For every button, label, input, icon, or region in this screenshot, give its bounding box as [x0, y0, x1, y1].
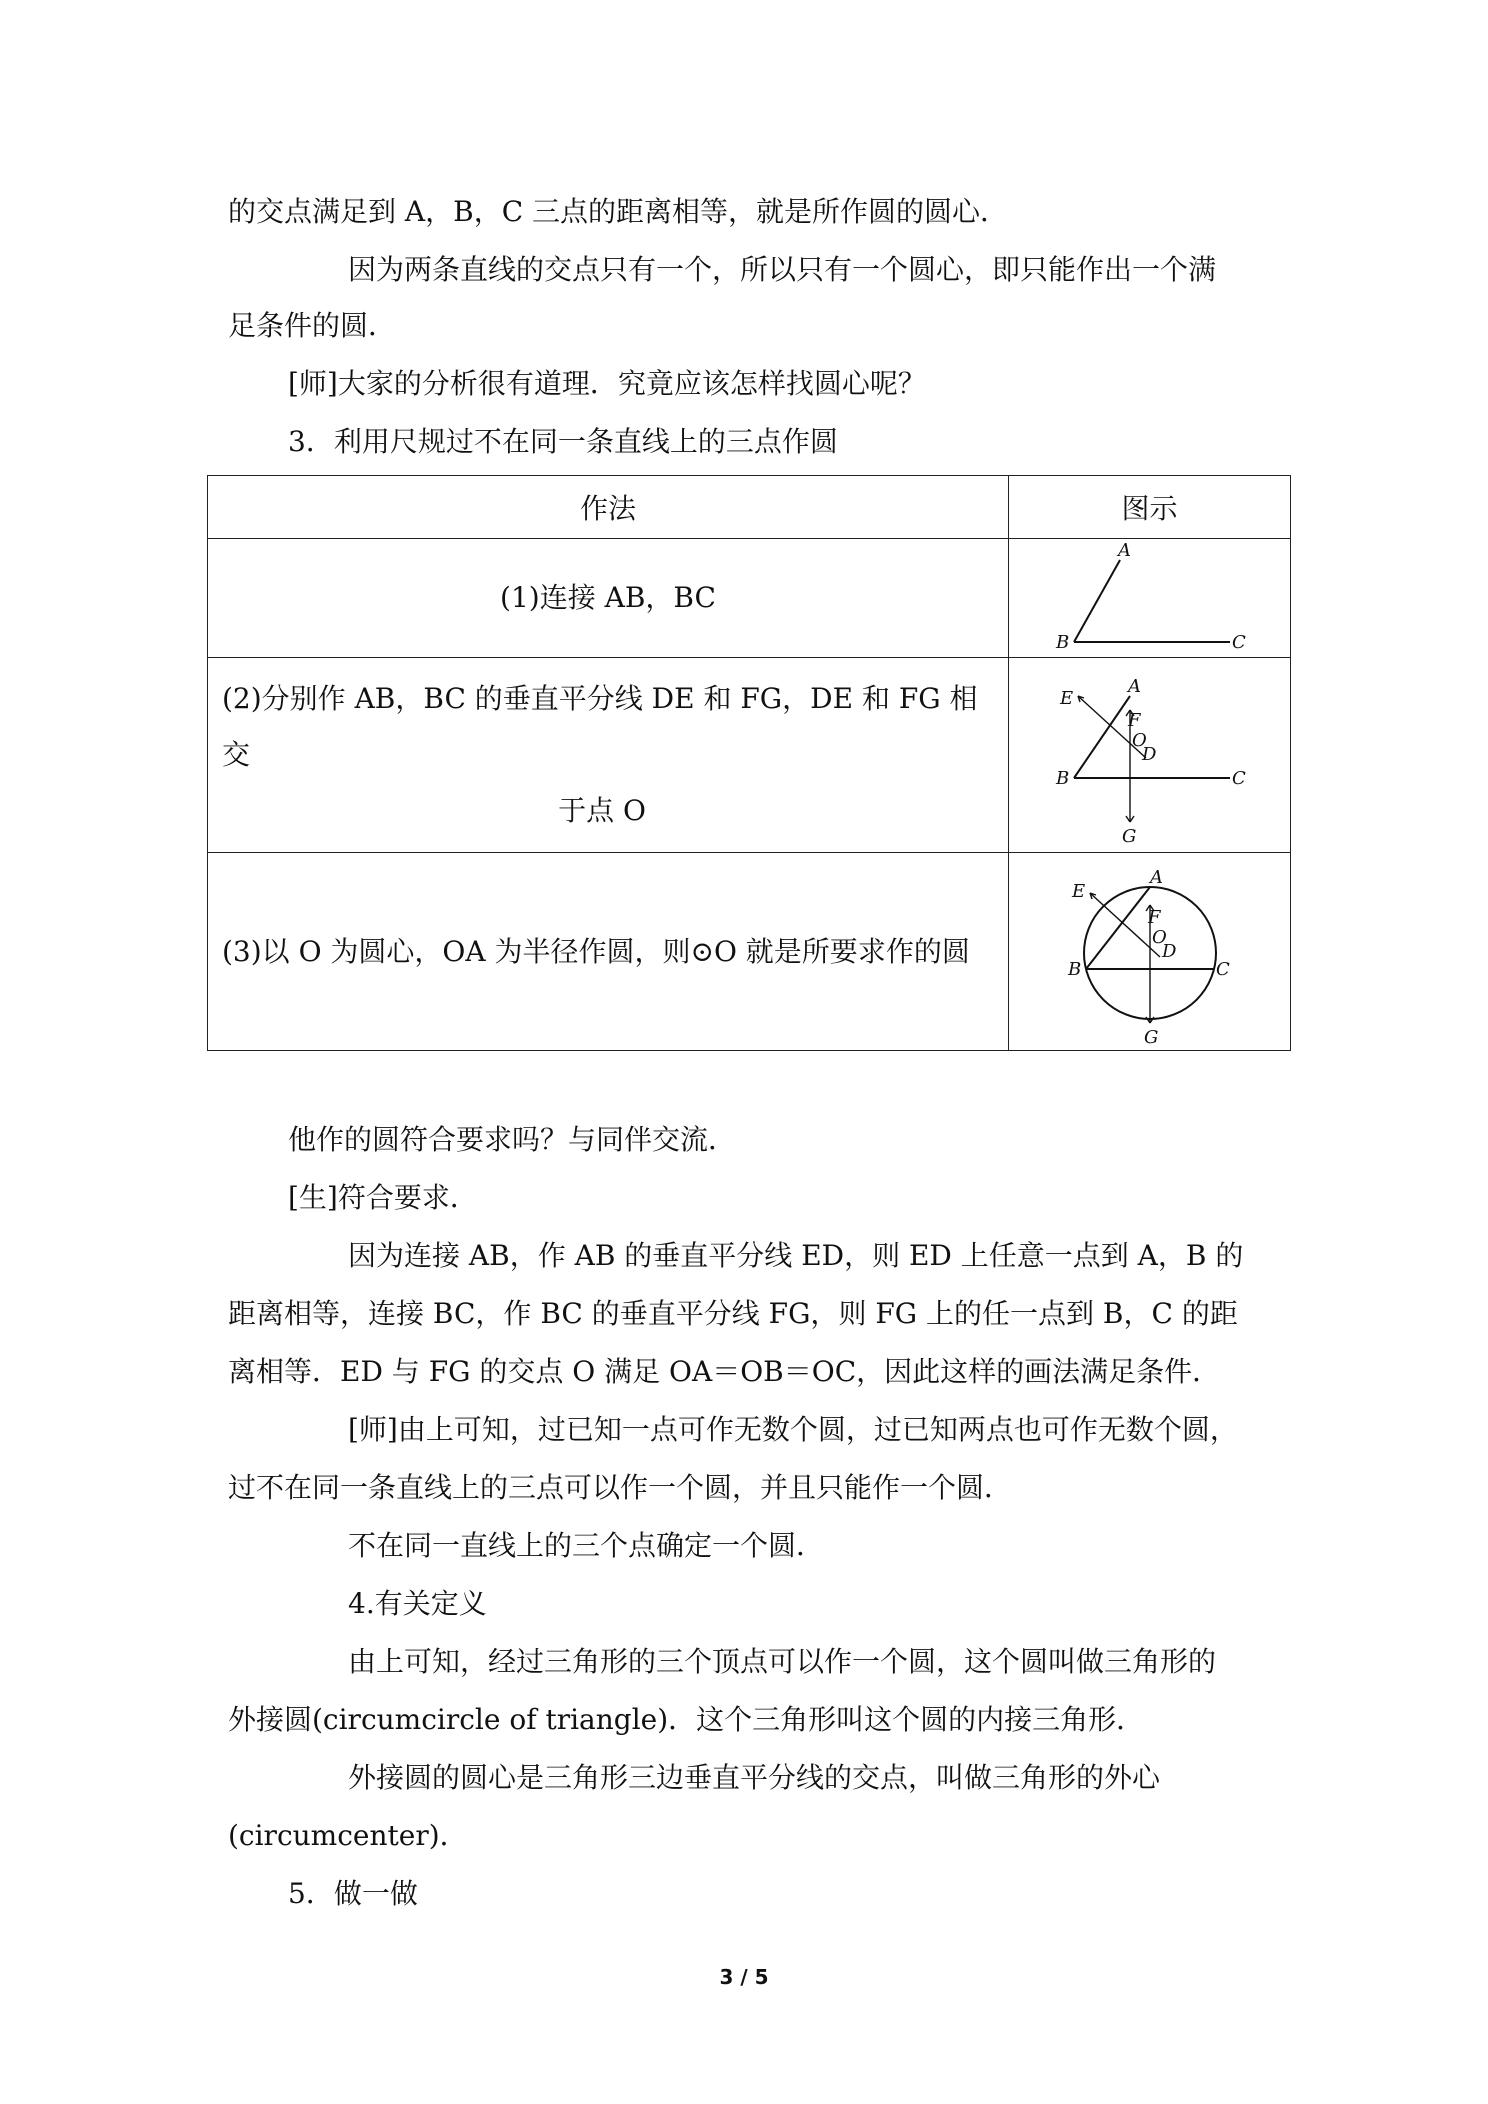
- step-2-text: (2)分别作 AB，BC 的垂直平分线 DE 和 FG，DE 和 FG 相交: [222, 682, 978, 771]
- label-a: A: [1149, 866, 1163, 888]
- label-g: G: [1121, 826, 1136, 847]
- label-c: C: [1231, 768, 1246, 789]
- paragraph-line: 外接圆(circumcircle of triangle)．这个三角形叫这个圆的内接三角形．: [228, 1703, 1145, 1736]
- table-row: [208, 539, 1291, 658]
- section-heading: 3．利用尺规过不在同一条直线上的三点作圆: [288, 425, 838, 458]
- paragraph-line: 的交点满足到 A，B，C 三点的距离相等，就是所作圆的圆心．: [228, 195, 1009, 228]
- paragraph-line: 因为连接 AB，作 AB 的垂直平分线 ED，则 ED 上任意一点到 A，B 的: [348, 1239, 1244, 1272]
- paragraph-line: [师]由上可知，过已知一点可作无数个圆，过已知两点也可作无数个圆，: [348, 1413, 1238, 1446]
- section-heading: 5．做一做: [288, 1877, 418, 1910]
- section-heading: 4.有关定义: [348, 1587, 487, 1620]
- figure-step-1: [1050, 542, 1250, 654]
- label-o: O: [1131, 730, 1147, 751]
- paragraph-line: 因为两条直线的交点只有一个，所以只有一个圆心，即只能作出一个满: [348, 253, 1217, 286]
- paragraph-line: 距离相等，连接 BC，作 BC 的垂直平分线 FG，则 FG 上的任一点到 B，C 的距: [228, 1297, 1238, 1330]
- table-row: [208, 658, 1291, 853]
- paragraph-line: 足条件的圆．: [228, 309, 397, 342]
- label-e: E: [1059, 688, 1073, 709]
- paragraph-line: [生]符合要求．: [288, 1181, 478, 1214]
- step-1-text: (1)连接 AB，BC: [500, 581, 716, 614]
- paragraph-line: [师]大家的分析很有道理．究竟应该怎样找圆心呢？: [288, 367, 926, 400]
- table-header-figure: 图示: [1009, 476, 1291, 539]
- label-f: F: [1127, 710, 1140, 731]
- label-d: D: [1141, 744, 1156, 765]
- label-a: A: [1127, 676, 1141, 697]
- paragraph-line: (circumcenter)．: [228, 1819, 468, 1852]
- label-g: G: [1143, 1026, 1158, 1047]
- paragraph-line: 他作的圆符合要求吗？与同伴交流．: [288, 1123, 737, 1156]
- figure-step-2: [1050, 662, 1250, 848]
- label-f: F: [1147, 906, 1160, 928]
- step-3-text: (3)以 O 为圆心，OA 为半径作圆，则⊙O 就是所要求作的圆: [222, 934, 970, 968]
- label-e: E: [1071, 880, 1085, 902]
- figure-step-3: [1050, 857, 1250, 1047]
- paragraph-line: 过不在同一条直线上的三点可以作一个圆，并且只能作一个圆．: [228, 1471, 1013, 1504]
- label-c: C: [1231, 632, 1246, 653]
- label-b: B: [1067, 958, 1081, 980]
- paragraph-line: 离相等．ED 与 FG 的交点 O 满足 OA＝OB＝OC，因此这样的画法满足条件．: [228, 1355, 1221, 1388]
- label-a: A: [1117, 542, 1131, 561]
- step-2-text-cont: 于点 O: [558, 794, 646, 827]
- page-number: 3 / 5: [719, 1965, 769, 1989]
- label-c: C: [1215, 958, 1230, 980]
- paragraph-line: 不在同一直线上的三个点确定一个圆．: [348, 1529, 825, 1562]
- label-b: B: [1055, 768, 1069, 789]
- label-o: O: [1151, 926, 1167, 948]
- label-b: B: [1055, 632, 1069, 653]
- paragraph-line: 由上可知，经过三角形的三个顶点可以作一个圆，这个圆叫做三角形的: [348, 1645, 1217, 1678]
- table-header-method: 作法: [208, 476, 1009, 539]
- label-d: D: [1161, 940, 1176, 962]
- construction-table: [207, 475, 1291, 1051]
- paragraph-line: 外接圆的圆心是三角形三边垂直平分线的交点，叫做三角形的外心: [348, 1761, 1161, 1794]
- table-row: [208, 853, 1291, 1051]
